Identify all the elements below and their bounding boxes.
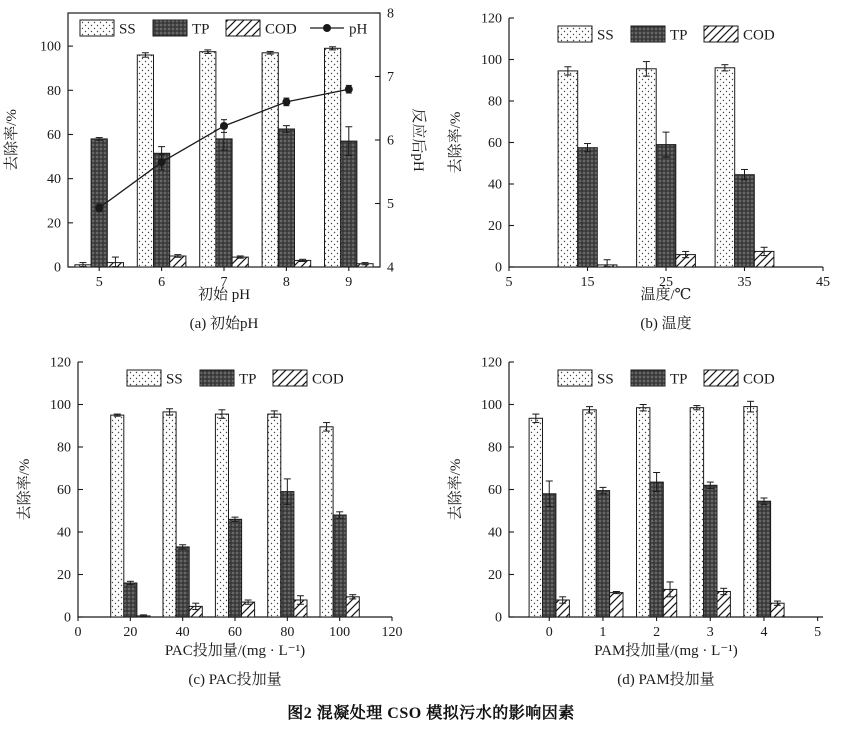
legend-swatch-TP-icon [631,26,665,42]
x-axis-label: 温度/℃ [640,287,692,303]
legend-label-TP: TP [670,371,688,388]
svg-text:4: 4 [387,260,394,276]
svg-text:9: 9 [345,275,353,290]
ph-marker-icon [95,204,103,212]
svg-text:7: 7 [220,275,228,290]
svg-text:5: 5 [814,625,822,640]
svg-text:40: 40 [488,525,502,541]
svg-text:8: 8 [387,6,394,22]
svg-text:35: 35 [737,275,752,290]
legend-swatch-COD-icon [273,370,307,386]
svg-text:80: 80 [488,440,502,456]
svg-text:80: 80 [280,625,295,640]
y-axis-label: 去除率/% [448,111,464,174]
svg-text:120: 120 [481,11,502,27]
legend-swatch-COD-icon [704,26,738,42]
svg-text:120: 120 [481,355,502,371]
svg-text:20: 20 [488,568,502,583]
svg-text:0: 0 [495,260,502,276]
svg-text:7: 7 [387,70,394,85]
bars-TP [124,479,346,617]
svg-text:80: 80 [57,440,71,456]
svg-text:25: 25 [659,275,673,290]
legend-label-COD: COD [743,27,775,44]
svg-text:40: 40 [47,172,61,188]
legend-swatch-SS-icon [558,26,592,42]
legend-label-COD: COD [312,371,344,388]
ph-marker-icon [220,122,228,130]
svg-text:5: 5 [505,275,513,290]
svg-text:15: 15 [580,275,595,290]
svg-text:40: 40 [175,625,190,640]
bars-SS [75,47,341,267]
svg-text:120: 120 [381,625,403,640]
svg-text:60: 60 [228,625,242,640]
svg-text:20: 20 [57,568,71,583]
y-axis-label: 去除率/% [17,458,33,521]
svg-text:60: 60 [57,483,71,498]
legend-swatch-SS-icon [80,20,114,36]
legend-swatch-TP-icon [631,370,665,386]
svg-text:2: 2 [653,625,661,640]
svg-text:100: 100 [40,39,61,55]
legend-swatch-SS-icon [558,370,592,386]
legend-label-pH: pH [349,21,368,38]
legend-label-SS: SS [597,371,614,388]
svg-text:5: 5 [95,275,103,290]
svg-text:20: 20 [488,219,502,234]
svg-text:40: 40 [57,525,71,541]
figure-caption: 图2 混凝处理 CSO 模拟污水的影响因素 [287,704,575,722]
legend-label-COD: COD [743,371,775,388]
svg-text:120: 120 [50,355,71,371]
bars-TP [543,473,771,618]
svg-text:6: 6 [158,275,166,290]
legend [80,20,368,38]
bars-SS [529,401,757,617]
svg-text:100: 100 [50,398,71,413]
svg-text:20: 20 [123,625,138,640]
svg-text:100: 100 [481,53,502,68]
ph-marker-icon [345,85,353,93]
svg-text:6: 6 [387,133,394,149]
svg-text:20: 20 [47,216,61,232]
svg-text:80: 80 [488,94,502,110]
chart-c-pac-dose [0,344,431,696]
svg-text:100: 100 [329,625,351,640]
y-axis-label: 去除率/% [4,109,20,171]
legend [558,26,775,44]
svg-text:0: 0 [74,625,82,640]
legend-swatch-SS-icon [127,370,161,386]
legend-label-SS: SS [166,371,183,388]
x-axis-label: PAM投加量/(mg · L⁻¹) [594,643,738,659]
ph-marker-icon [282,98,290,106]
legend-swatch-COD-icon [704,370,738,386]
svg-text:0: 0 [495,610,502,626]
svg-text:8: 8 [282,275,290,290]
ph-marker-icon [158,158,166,166]
svg-text:0: 0 [54,260,61,276]
legend-swatch-TP-icon [153,20,187,36]
x-axis-label: 初始 pH [197,287,251,303]
svg-text:1: 1 [599,625,607,640]
legend [127,370,344,388]
x-axis-label: PAC投加量/(mg · L⁻¹) [164,643,306,659]
svg-text:4: 4 [760,625,768,640]
legend-label-TP: TP [670,27,688,44]
chart-d-pam-dose [431,344,862,696]
legend-label-COD: COD [265,21,297,38]
chart-a-initial-ph [0,0,431,344]
legend [558,370,775,388]
svg-text:0: 0 [545,625,553,640]
subplot-title: (a) 初始pH [189,316,259,332]
legend-label-SS: SS [597,27,614,44]
subplot-title: (c) PAC投加量 [188,672,282,688]
svg-text:3: 3 [706,625,714,640]
legend-swatch-COD-icon [226,20,260,36]
subplot-title: (d) PAM投加量 [617,672,715,688]
svg-text:100: 100 [481,398,502,413]
svg-text:60: 60 [47,127,61,143]
y-axis-label: 去除率/% [448,458,464,521]
svg-text:45: 45 [816,275,830,290]
legend-label-TP: TP [192,21,210,38]
y2-axis [375,7,394,276]
chart-b-temperature [431,0,862,344]
svg-text:5: 5 [387,197,394,212]
legend-swatch-TP-icon [200,370,234,386]
y2-axis-label: 反应后pH [410,108,426,172]
legend-marker-icon [323,24,331,32]
legend-label-TP: TP [239,371,257,388]
svg-text:40: 40 [488,177,502,193]
x-axis [75,617,403,640]
svg-text:60: 60 [488,136,502,151]
subplot-title: (b) 温度 [640,316,692,332]
svg-text:80: 80 [47,83,61,99]
legend-label-SS: SS [119,21,136,38]
bars-TP [91,126,357,267]
bars-SS [111,409,333,617]
x-axis [546,617,821,640]
svg-text:60: 60 [488,483,502,498]
svg-text:0: 0 [64,610,71,626]
